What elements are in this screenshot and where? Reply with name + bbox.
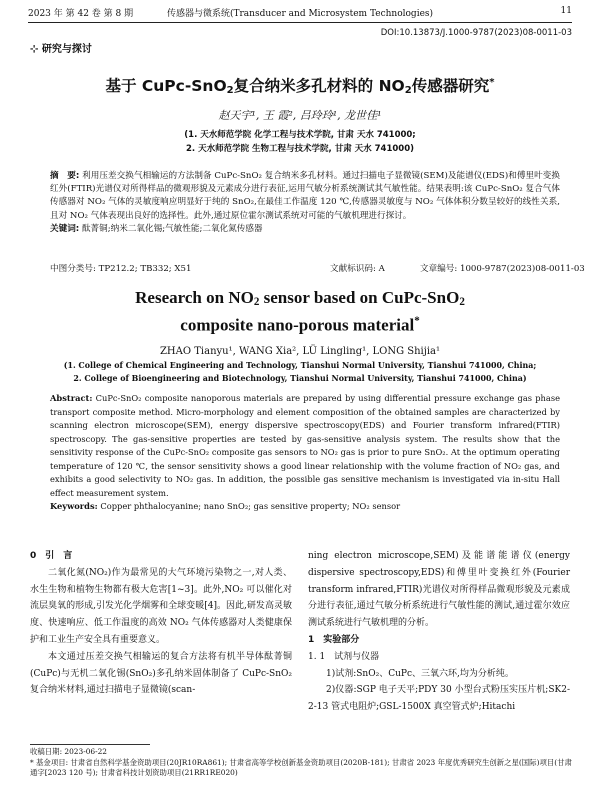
en-abstract-label: Abstract: — [50, 393, 93, 403]
header-rule — [28, 22, 572, 23]
intro-paragraph-2-cont: ning electron microscope,SEM)及能谱能谱仪(energy dispersive spectroscopy,EDS)和傅里叶变换红外(Fourier transform infrared,FTIR)光谱仪对所得样品微观形貌及元素成分进行表征,通过气敏分析系统进行气敏性能的测试,通过霍尔效应测试系统进行气敏机理的分析。 — [308, 551, 570, 629]
en-keywords: Copper phthalocyanine; nano SnO₂; gas sensitive property; NO₂ sensor — [100, 501, 401, 511]
reagents-paragraph: 1)试剂:SnO₂、CuPc、三氧六环,均为分析纯。 — [326, 668, 514, 679]
en-affiliation-2: 2. College of Bioengineering and Biotechnology, Tianshui Normal University, Tianshui 741000, China) — [73, 374, 527, 383]
received-date: 收稿日期: 2023-06-22 — [30, 747, 108, 756]
intro-paragraph-2: 本文通过压差交换气相输运的复合方法将有机半导体酞菁铜(CuPc)与无机二氧化锡(SnO₂)多孔纳米固体制备了 CuPc-SnO₂ 复合纳米材料,通过扫描电子显微镜(scan- — [30, 651, 292, 696]
instruments-paragraph: 2)仪器:SGP 电子天平;PDY 30 小型台式粉压实压片机;SK2-2-13 管式电阻炉;GSL-1500X 真空管式炉;Hitachi — [308, 685, 570, 713]
zh-authors: 赵天宇¹, 王 霞², 吕玲玲¹, 龙世佳¹ — [218, 109, 382, 122]
zh-abstract-label: 摘 要: — [50, 171, 80, 181]
section-heading-experiment: 1 实验部分 — [308, 634, 360, 645]
section-heading-intro: 0 引 言 — [30, 551, 73, 561]
en-title-line-1: Research on $NO_2$ sensor based on CuPc-SnO$_2$ — [135, 288, 465, 308]
doi[interactable]: DOI:10.13873/J.1000-9787(2023)08-0011-03 — [380, 28, 572, 38]
body-right-column — [308, 548, 570, 716]
en-affiliation-1: (1. College of Chemical Engineering and Technology, Tianshui Normal University, Tianshui 741000, China; — [63, 361, 537, 370]
page-number: 11 — [560, 6, 572, 16]
en-abstract — [50, 392, 560, 514]
intro-paragraph-1: 二氧化氮(NO₂)作为最常见的大气环境污染物之一,对人类、水生生物和植物生物都有极大危害[1~3]。此外,NO₂ 可以催化对流层臭氧的形成,引发光化学烟雾和全球变暖[4]。因此,研发高灵敏度、快速响应、低工作温度的高效 NO₂ 气体传感器对人类健康保护和工业生产安全具有重要意义。 — [30, 567, 292, 645]
running-header — [28, 6, 572, 22]
fund-info: * 基金项目: 甘肃省自然科学基金资助项目(20JR10RA861); 甘肃省高等学校创新基金资助项目(2020B-181); 甘肃省 2023 年度优秀研究生创新之星(国际)项目(甘肃通字[2023 120 号); 甘肃省科技计划资助项目(21RR1RE020) — [30, 757, 572, 777]
column-label: ⊹ 研究与探讨 — [30, 40, 92, 55]
en-abstract-text: CuPc-SnO₂ composite nanoporous materials are prepared by using differential pressure exchange gas phase transport composite method. Micro-morphology and element composition of the obtained samples are characterized by scanning electron microscope(SEM), energy dispersive spectroscopy(EDS) and Fourier transform infrared(FTIR) spectroscopy. The gas-sensitive properties are tested by gas-sensitive analysis system. The results show that the sensitivity response of the CuPc-SnO₂ composite gas sensors to NO₂ gas is prior to pure SnO₂. At the optimum operating temperature of 120 ℃, the sensor sensitivity shows a good linear relationship with the volume fraction of NO₂ gas, and exhibits a good selectivity to NO₂ gas. In addition, the possible gas sensitive mechanism is investigated via in-situ Hall effect measurement system. — [50, 393, 560, 498]
en-authors: ZHAO Tianyu¹, WANG Xia², LÜ Lingling¹, LONG Shijia¹ — [159, 346, 441, 357]
journal-name: 传感器与微系统(Transducer and Microsystem Technologies) — [166, 9, 434, 19]
footnote-rule — [30, 744, 150, 745]
footnote — [30, 747, 575, 779]
journal-issue: 2023 年 第 42 卷 第 8 期 — [28, 9, 134, 19]
body-left-column — [30, 548, 292, 699]
zh-article-number: 文章编号: 1000-9787(2023)08-0011-03 — [420, 264, 585, 274]
zh-keywords-label: 关键词: — [50, 223, 80, 234]
en-keywords-label: Keywords: — [50, 501, 98, 511]
zh-doc-code: 文献标识码: A — [330, 264, 385, 274]
en-title-line-2: composite nano-porous material* — [180, 315, 420, 335]
subsection-heading-reagents: 1. 1 试剂与仪器 — [308, 651, 380, 662]
zh-abstract-text: 利用压差交换气相输运的方法制备 CuPc-SnO₂ 复合纳米多孔材料。通过扫描电子显微镜(SEM)及能谱仪(EDS)和傅里叶变换红外(FTIR)光谱仪对所得样品的微观形貌及元素成分进行表征,运用气敏分析系统测试其气敏性能。结果表明:该 CuPc-SnO₂ 复合气体传感器对 NO₂ 气体的灵敏度响应明显好于纯的 SnO₂,在最佳工作温度 120 ℃,传感器灵敏度与 NO₂ 气体体积分数呈较好的线性关系,且对 NO₂ 气体表现出良好的选择性。此外,通过原位霍尔测试系统对可能的气敏机理进行探讨。 — [50, 171, 560, 221]
zh-affiliation-1: (1. 天水师范学院 化学工程与技术学院, 甘肃 天水 741000; — [184, 130, 416, 140]
zh-clc: 中图分类号: TP212.2; TB332; X51 — [50, 264, 192, 274]
zh-affiliation-2: 2. 天水师范学院 生物工程与技术学院, 甘肃 天水 741000) — [185, 144, 415, 154]
zh-title: 基于 CuPc-SnO$_2$复合纳米多孔材料的 $NO_2$传感器研究* — [105, 76, 495, 96]
zh-abstract — [50, 170, 560, 236]
zh-keywords: 酞菁铜;纳米二氧化锡;气敏性能;二氧化氮传感器 — [81, 223, 263, 234]
